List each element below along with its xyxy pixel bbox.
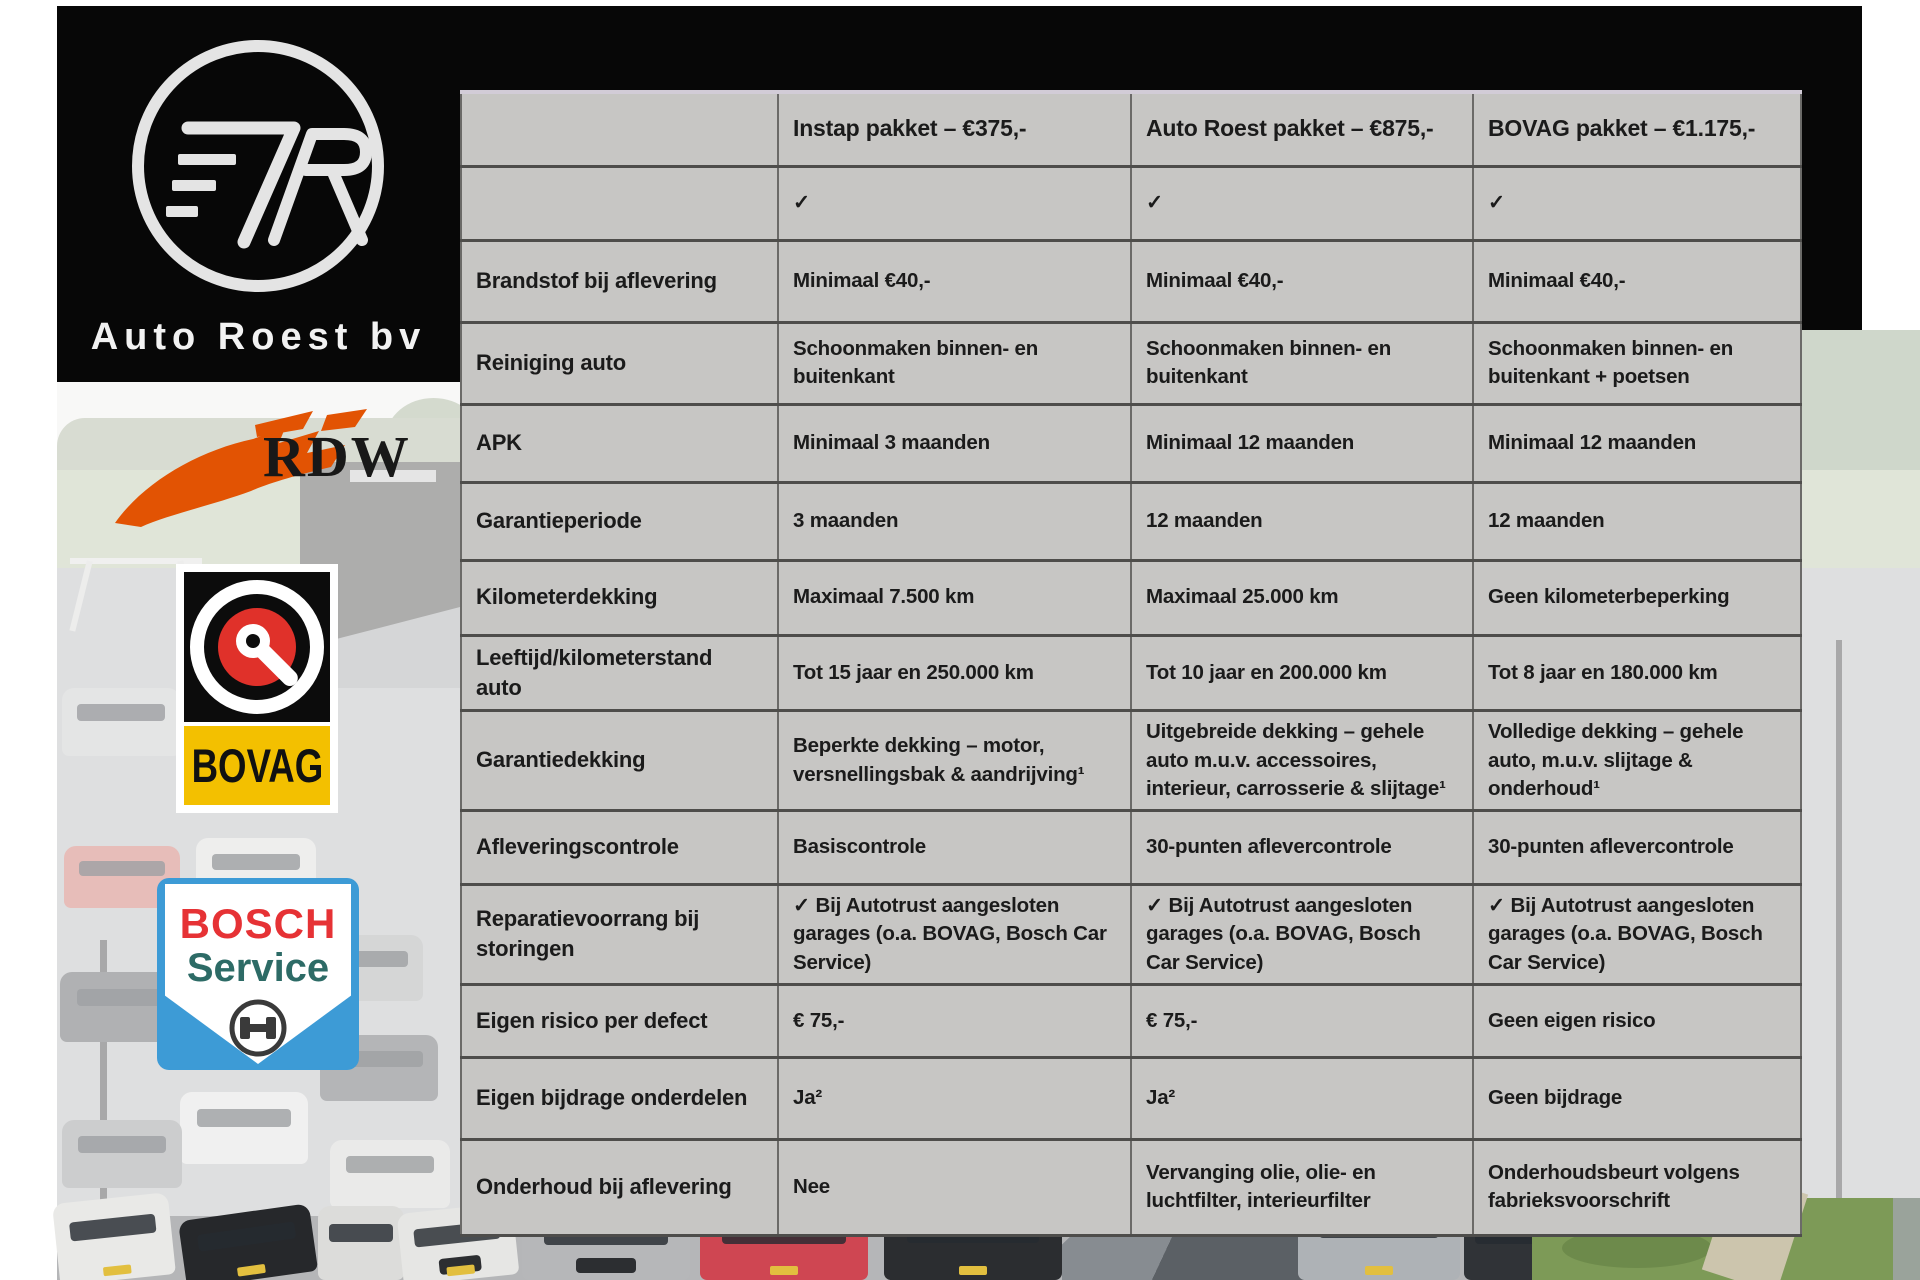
rdw-label: RDW (263, 424, 411, 489)
row-label: Garantiedekking (461, 711, 778, 811)
cell: Basiscontrole (778, 811, 1131, 885)
car-shape (52, 1192, 176, 1280)
cell: Maximaal 7.500 km (778, 560, 1131, 635)
row-label: Reiniging auto (461, 322, 778, 404)
cell: Ja² (778, 1057, 1131, 1139)
corner-header (461, 92, 778, 166)
bosch-armature-icon (226, 996, 290, 1060)
table-row (461, 404, 1801, 482)
cell: ✓ Bij Autotrust aangesloten garages (o.a. BOVAG, Bosch Car Service) (778, 885, 1131, 985)
cell: € 75,- (778, 984, 1131, 1057)
table-row (461, 166, 1801, 240)
column-header-instap: Instap pakket – €375,- (778, 92, 1131, 166)
cell-checkmark: ✓ (1473, 166, 1801, 240)
bovag-emblem (184, 572, 330, 722)
car-shape (318, 1206, 404, 1280)
cell: 12 maanden (1473, 482, 1801, 560)
table-row (461, 984, 1801, 1057)
table-row (461, 711, 1801, 811)
table-row (461, 322, 1801, 404)
cell: 12 maanden (1131, 482, 1473, 560)
table-row (461, 811, 1801, 885)
header-bar (460, 6, 1862, 90)
table-row (461, 240, 1801, 322)
cell: Beperkte dekking – motor, versnellingsbak & aandrijving¹ (778, 711, 1131, 811)
table-row (461, 1139, 1801, 1235)
header-bar-right (1800, 90, 1862, 330)
cell: Geen eigen risico (1473, 984, 1801, 1057)
cell: Minimaal 12 maanden (1473, 404, 1801, 482)
row-label: Brandstof bij aflevering (461, 240, 778, 322)
cell: Minimaal 12 maanden (1131, 404, 1473, 482)
row-label: Leeftijd/kilometerstand auto (461, 635, 778, 711)
cell-checkmark: ✓ (778, 166, 1131, 240)
row-label: Reparatievoorrang bij storingen (461, 885, 778, 985)
cell: Minimaal €40,- (778, 240, 1131, 322)
bovag-label: BOVAG (191, 739, 323, 792)
cell: Tot 8 jaar en 180.000 km (1473, 635, 1801, 711)
row-label: Kilometerdekking (461, 560, 778, 635)
cell-checkmark: ✓ (1131, 166, 1473, 240)
cell: Schoonmaken binnen- en buitenkant (1131, 322, 1473, 404)
row-label: Onderhoud bij aflevering (461, 1139, 778, 1235)
cell: Geen kilometerbeperking (1473, 560, 1801, 635)
cell: Minimaal €40,- (1131, 240, 1473, 322)
cell: € 75,- (1131, 984, 1473, 1057)
cell: Minimaal 3 maanden (778, 404, 1131, 482)
row-label: Eigen risico per defect (461, 984, 778, 1057)
cell: Ja² (1131, 1057, 1473, 1139)
cell: Tot 10 jaar en 200.000 km (1131, 635, 1473, 711)
cell: Geen bijdrage (1473, 1057, 1801, 1139)
cell: Maximaal 25.000 km (1131, 560, 1473, 635)
table-row (461, 635, 1801, 711)
cell: Uitgebreide dekking – gehele auto m.u.v. accessoires, interieur, carrosserie & slijtage¹ (1131, 711, 1473, 811)
package-comparison-table (460, 90, 1802, 1237)
bosch-service-label: Service (186, 946, 330, 990)
cell: Schoonmaken binnen- en buitenkant (778, 322, 1131, 404)
table-row (461, 1057, 1801, 1139)
cell: ✓ Bij Autotrust aangesloten garages (o.a. BOVAG, Bosch Car Service) (1131, 885, 1473, 985)
table-row (461, 482, 1801, 560)
cell: Volledige dekking – gehele auto, m.u.v. slijtage & onderhoud¹ (1473, 711, 1801, 811)
cell: Nee (778, 1139, 1131, 1235)
cell: Onderhoudsbeurt volgens fabrieksvoorschrift (1473, 1139, 1801, 1235)
cell: ✓ Bij Autotrust aangesloten garages (o.a. BOVAG, Bosch Car Service) (1473, 885, 1801, 985)
auto-roest-logo (128, 36, 388, 296)
cell: Vervanging olie, olie- en luchtfilter, interieurfilter (1131, 1139, 1473, 1235)
row-label: Eigen bijdrage onderdelen (461, 1057, 778, 1139)
bovag-wordmark (184, 726, 330, 805)
column-header-auto-roest: Auto Roest pakket – €875,- (1131, 92, 1473, 166)
cell: Schoonmaken binnen- en buitenkant + poetsen (1473, 322, 1801, 404)
bosch-service-logo (157, 878, 359, 1070)
row-label: APK (461, 404, 778, 482)
rdw-logo (105, 405, 411, 540)
cell: 3 maanden (778, 482, 1131, 560)
row-label: Garantieperiode (461, 482, 778, 560)
bovag-logo (176, 564, 338, 813)
table-row (461, 560, 1801, 635)
cell: 30-punten aflevercontrole (1131, 811, 1473, 885)
ditch (1893, 1198, 1920, 1280)
table-row (461, 885, 1801, 985)
row-label (461, 166, 778, 240)
column-header-bovag: BOVAG pakket – €1.175,- (1473, 92, 1801, 166)
cell: Minimaal €40,- (1473, 240, 1801, 322)
row-label: Afleveringscontrole (461, 811, 778, 885)
cell: 30-punten aflevercontrole (1473, 811, 1801, 885)
bosch-label: BOSCH (179, 900, 337, 947)
cell: Tot 15 jaar en 250.000 km (778, 635, 1131, 711)
table-header-row (461, 92, 1801, 166)
company-name: Auto Roest bv (90, 316, 427, 358)
